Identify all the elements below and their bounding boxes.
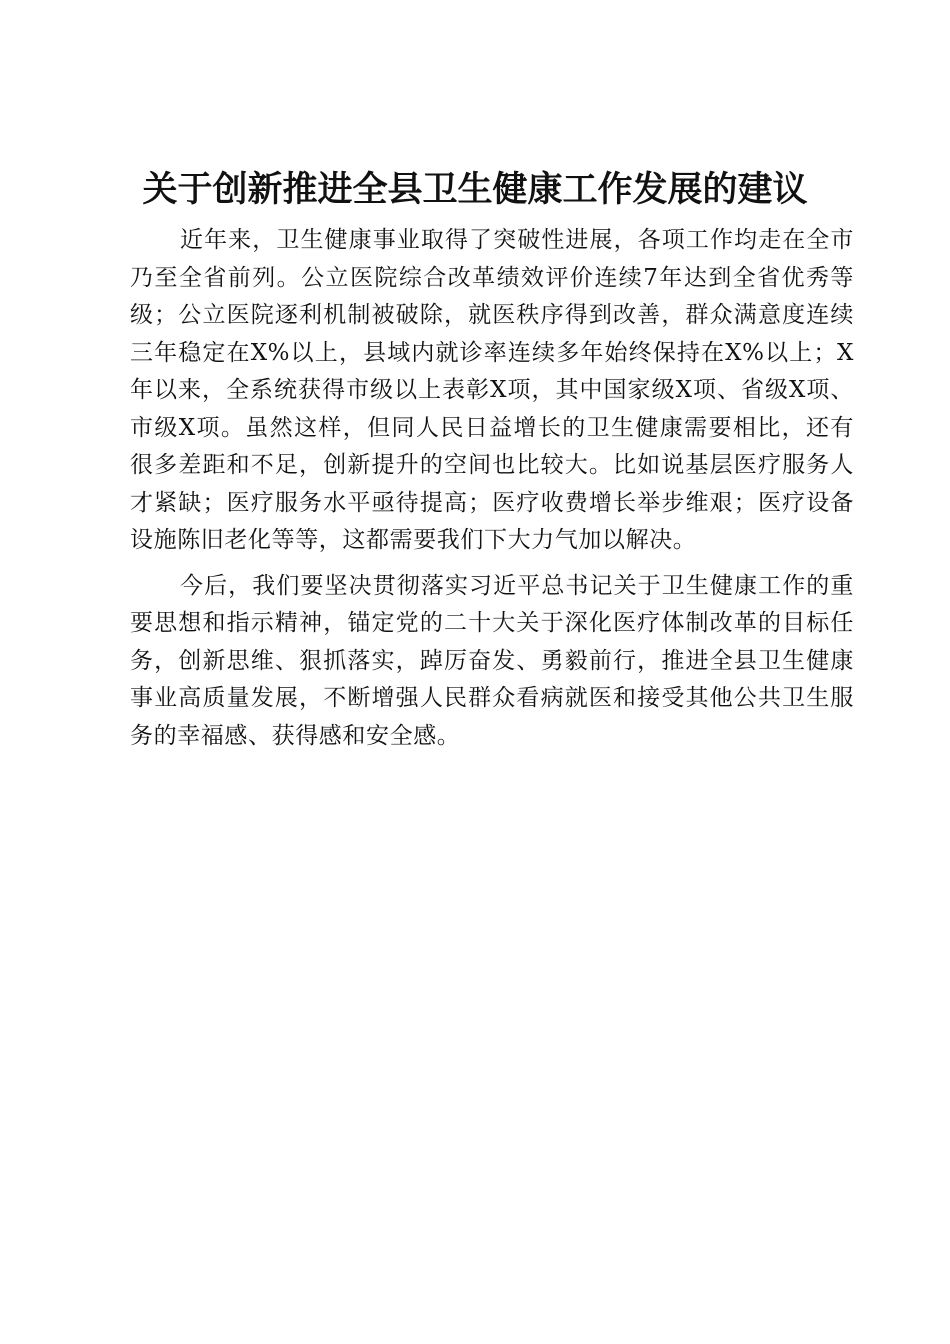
document-body xyxy=(130,222,854,755)
document-title: 关于创新推进全县卫生健康工作发展的建议 xyxy=(142,169,808,210)
paragraph-2: 今后，我们要坚决贯彻落实习近平总书记关于卫生健康工作的重要思想和指示精神，锚定党的二十大关于深化医疗体制改革的目标任务，创新思维、狠抓落实，踔厉奋发、勇毅前行，推进全县卫生健康事业高质量发展，不断增强人民群众看病就医和接受其他公共卫生服务的幸福感、获得感和安全感。 xyxy=(130,572,854,749)
paragraph-1: 近年来，卫生健康事业取得了突破性进展，各项工作均走在全市乃至全省前列。公立医院综合改革绩效评价连续7年达到全省优秀等级；公立医院逐利机制被破除，就医秩序得到改善，群众满意度连续三年稳定在X%以上，县域内就诊率连续多年始终保持在X%以上；X年以来，全系统获得市级以上表彰X项，其中国家级X项、省级X项、市级X项。虽然这样，但同人民日益增长的卫生健康需要相比，还有很多差距和不足，创新提升的空间也比较大。比如说基层医疗服务人才紧缺；医疗服务水平亟待提高；医疗收费增长举步维艰；医疗设备设施陈旧老化等等，这都需要我们下大力气加以解决。 xyxy=(130,227,854,553)
